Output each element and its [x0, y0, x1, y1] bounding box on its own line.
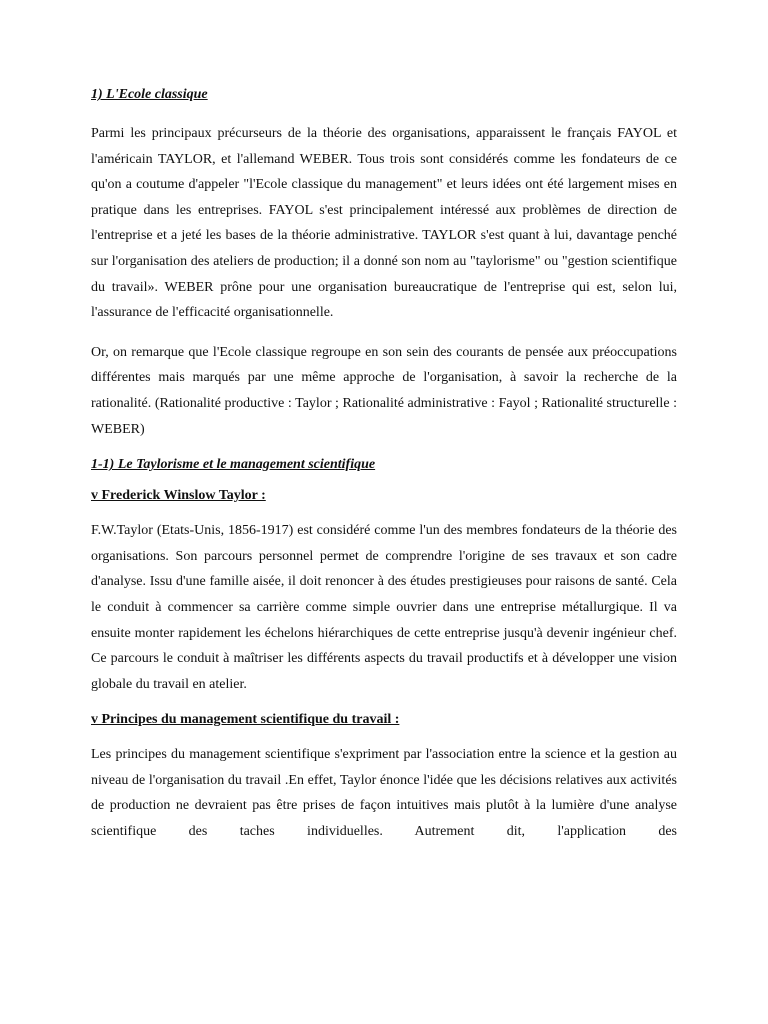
subheading-frederick-taylor: v Frederick Winslow Taylor :: [91, 488, 266, 504]
section-heading-ecole-classique: 1) L'Ecole classique: [91, 87, 208, 102]
section-heading-taylorisme: 1-1) Le Taylorisme et le management scientifique: [91, 457, 376, 473]
paragraph-rationalite: Or, on remarque que l'Ecole classique regroupe en son sein des courants de pensée aux préoccupations différentes mais marqués par une même approche de l'organisation, à savoir la recherche de la rationalité. (Rationalité productive : Taylor ; Rationalité administrative : Fayol ; Rationalité structurelle : WEBER): [91, 344, 677, 437]
paragraph-principes: Les principes du management scientifique s'expriment par l'association entre la science et la gestion au niveau de l'organisation du travail .En effet, Taylor énonce l'idée que les décisions relatives aux activités de production ne devraient pas être prises de façon intuitives mais plutôt à la lumière d'une analyse scientifique des taches individuelles. Autrement dit, l'application des: [91, 747, 677, 840]
subheading-principes-management: v Principes du management scientifique du travail :: [91, 712, 400, 728]
paragraph-precurseurs: Parmi les principaux précurseurs de la théorie des organisations, apparaissent le français FAYOL et l'américain TAYLOR, et l'allemand WEBER. Tous trois sont considérés comme les fondateurs de ce qu'on a coutume d'appeler "l'Ecole classique du management" et leurs idées ont été largement mises en pratique dans les entreprises. FAYOL s'est principalement intéressé aux problèmes de direction de l'entreprise et a jeté les bases de la théorie administrative. TAYLOR s'est quant à lui, davantage penché sur l'organisation des ateliers de production; il a donné son nom au "taylorisme" ou "gestion scientifique du travail». WEBER prône pour une organisation bureaucratique de l'entreprise qui est, selon lui, l'assurance de l'efficacité organisationnelle.: [91, 126, 677, 321]
document-page: [91, 86, 677, 845]
paragraph-taylor-biography: F.W.Taylor (Etats-Unis, 1856-1917) est considéré comme l'un des membres fondateurs de la théorie des organisations. Son parcours personnel permet de comprendre l'origine de ses travaux et son cadre d'analyse. Issu d'une famille aisée, il doit renoncer à des études prestigieuses pour raisons de santé. Cela le conduit à commencer sa carrière comme simple ouvrier dans une entreprise métallurgique. Il va ensuite monter rapidement les échelons hiérarchiques de cette entreprise jusqu'à devenir ingénieur chef. Ce parcours le conduit à maîtriser les différents aspects du travail productifs et à développer une vision globale du travail en atelier.: [91, 523, 677, 692]
